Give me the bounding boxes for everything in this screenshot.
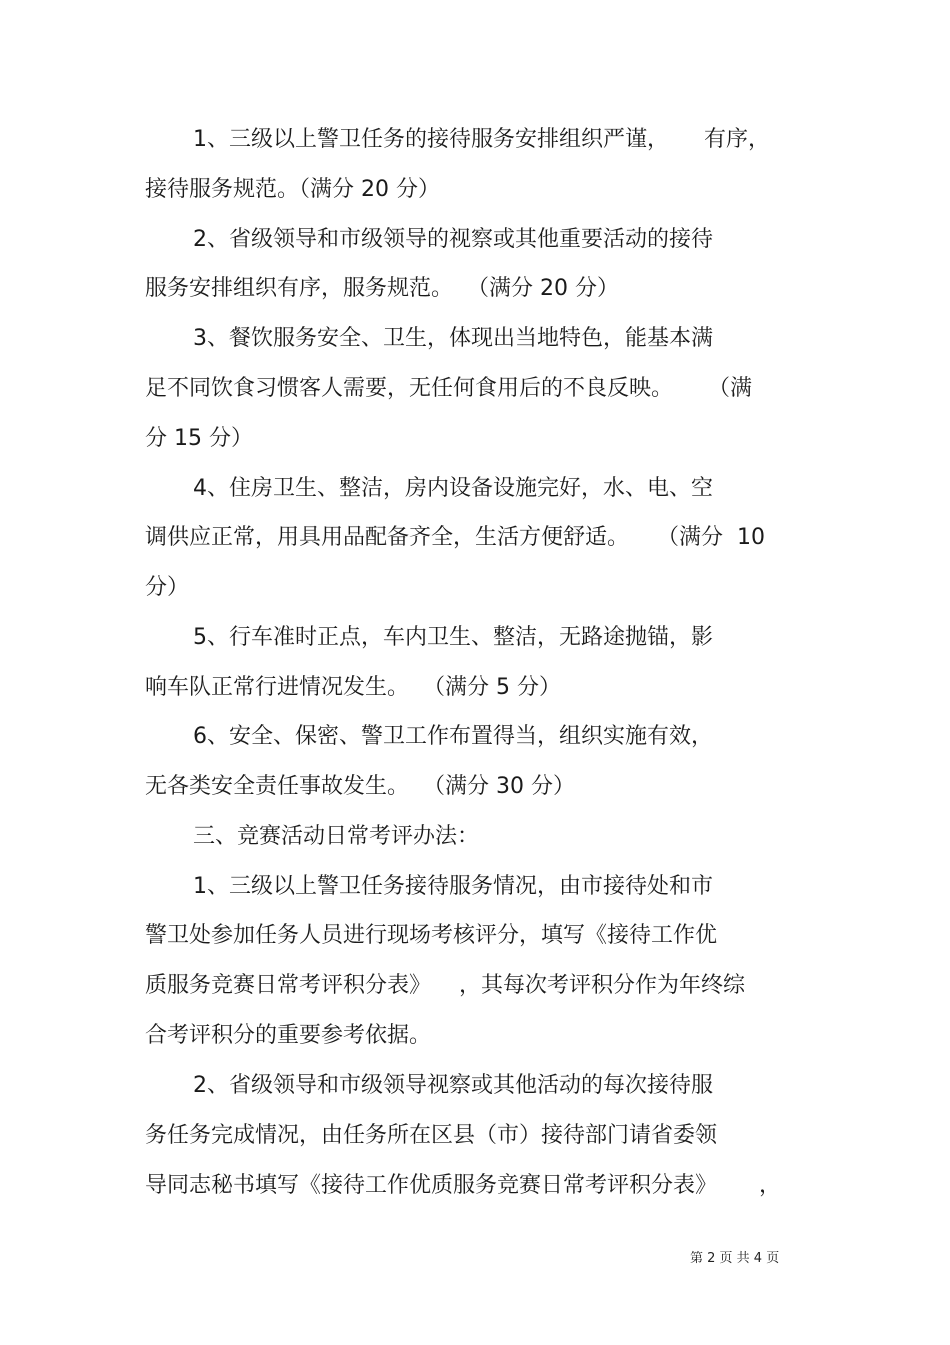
text-line: 分） <box>145 575 190 600</box>
section-heading: 三、竞赛活动日常考评办法： <box>193 824 480 849</box>
text-line: 警卫处参加任务人员进行现场考核评分，填写《接待工作优 <box>145 923 718 948</box>
text-line: 响车队正常行进情况发生。 （满分 5 分） <box>145 675 561 700</box>
text-line: 4、住房卫生、整洁，房内设备设施完好，水、电、空 <box>193 476 713 501</box>
text-line: 无各类安全责任事故发生。 （满分 30 分） <box>145 774 575 799</box>
text-line: 3、餐饮服务安全、卫生，体现出当地特色，能基本满 <box>193 326 713 351</box>
page-number: 第 2 页 共 4 页 <box>690 1251 780 1266</box>
text-line: 2、省级领导和市级领导的视察或其他重要活动的接待 <box>193 227 713 252</box>
text-line: 6、安全、保密、警卫工作布置得当，组织实施有效， <box>193 724 713 749</box>
text-line: 服务安排组织有序，服务规范。 （满分 20 分） <box>145 276 619 301</box>
text-line: 质服务竞赛日常考评积分表》 ，其每次考评积分作为年终综 <box>145 973 745 998</box>
text-line: 5、行车准时正点，车内卫生、整洁，无路途抛锚，影 <box>193 625 713 650</box>
text-line: 分 15 分） <box>145 426 253 451</box>
text-line: 导同志秘书填写《接待工作优质服务竞赛日常考评积分表》 ， <box>145 1173 781 1198</box>
text-line: 合考评积分的重要参考依据。 <box>145 1023 432 1048</box>
text-line: 足不同饮食习惯客人需要，无任何食用后的不良反映。 （满 <box>145 376 752 401</box>
text-line: 务任务完成情况，由任务所在区县（市）接待部门请省委领 <box>145 1123 718 1148</box>
text-line: 1、三级以上警卫任务接待服务情况，由市接待处和市 <box>193 874 713 899</box>
text-line: 2、省级领导和市级领导视察或其他活动的每次接待服 <box>193 1073 713 1098</box>
text-line: 接待服务规范。（满分 20 分） <box>145 177 440 202</box>
text-line: 调供应正常，用具用品配备齐全，生活方便舒适。 （满分 10 <box>145 525 765 550</box>
text-line: 1、三级以上警卫任务的接待服务安排组织严谨， 有序， <box>193 127 770 152</box>
